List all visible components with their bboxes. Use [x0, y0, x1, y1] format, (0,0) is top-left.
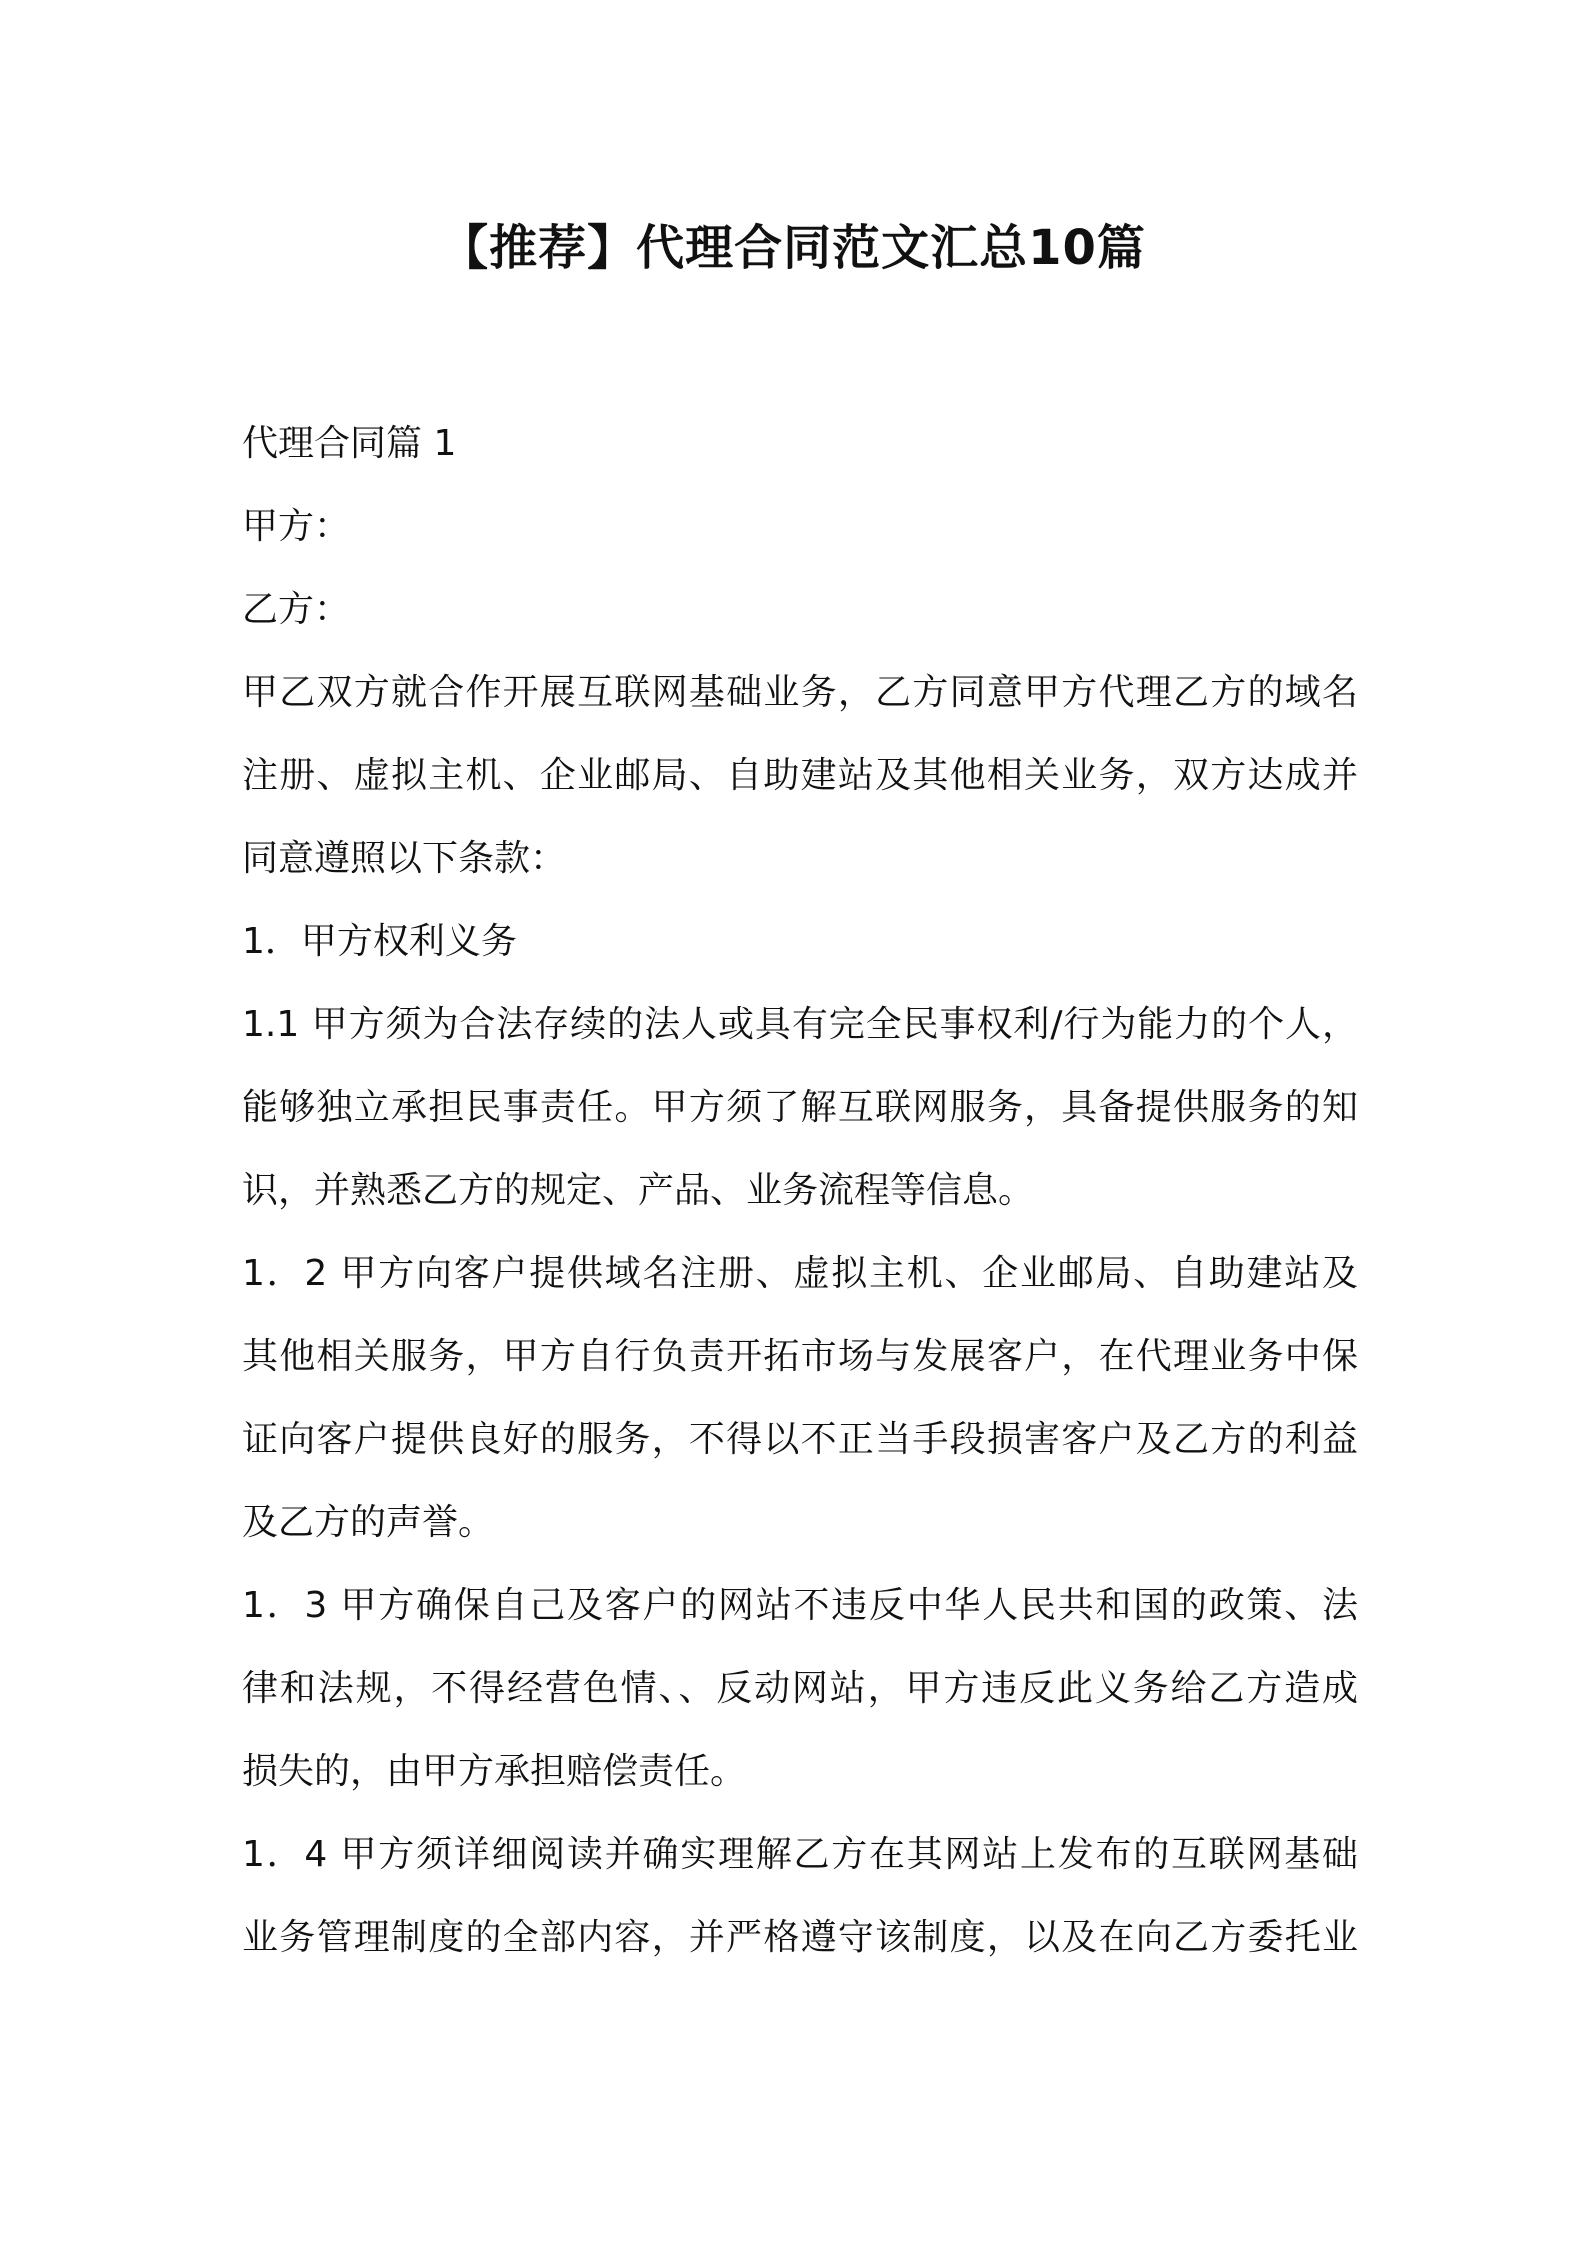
clause-heading: 1．甲方权利义务	[242, 921, 517, 962]
document-body	[242, 402, 1358, 1979]
paragraph-line: 同意遵照以下条款：	[242, 838, 567, 879]
party-a-label: 甲方：	[242, 506, 351, 547]
paragraph-line: 证向客户提供良好的服务，不得以不正当手段损害客户及乙方的利益	[242, 1419, 1358, 1460]
document-title: 【推荐】代理合同范文汇总10篇	[440, 220, 1146, 276]
paragraph-line: 能够独立承担民事责任。甲方须了解互联网服务，具备提供服务的知	[242, 1087, 1358, 1128]
paragraph-line: 1．3 甲方确保自己及客户的网站不违反中华人民共和国的政策、法	[242, 1585, 1358, 1626]
paragraph-line: 甲乙双方就合作开展互联网基础业务，乙方同意甲方代理乙方的域名	[242, 672, 1358, 713]
paragraph-line: 业务管理制度的全部内容，并严格遵守该制度，以及在向乙方委托业	[242, 1917, 1358, 1958]
paragraph-line: 识，并熟悉乙方的规定、产品、业务流程等信息。	[242, 1170, 1035, 1211]
paragraph-line: 注册、虚拟主机、企业邮局、自助建站及其他相关业务，双方达成并	[242, 755, 1358, 796]
paragraph-line: 1.1 甲方须为合法存续的法人或具有完全民事权利/行为能力的个人，	[242, 1004, 1358, 1045]
paragraph-line: 损失的，由甲方承担赔偿责任。	[242, 1751, 747, 1792]
paragraph-line: 1．4 甲方须详细阅读并确实理解乙方在其网站上发布的互联网基础	[242, 1834, 1358, 1875]
paragraph-line: 及乙方的声誉。	[242, 1502, 495, 1543]
paragraph-line: 其他相关服务，甲方自行负责开拓市场与发展客户，在代理业务中保	[242, 1336, 1358, 1377]
paragraph-line: 律和法规，不得经营色情、、反动网站，甲方违反此义务给乙方造成	[242, 1668, 1358, 1709]
party-b-label: 乙方：	[242, 589, 351, 630]
section-heading: 代理合同篇 1	[242, 423, 457, 464]
paragraph-line: 1．2 甲方向客户提供域名注册、虚拟主机、企业邮局、自助建站及	[242, 1253, 1358, 1294]
